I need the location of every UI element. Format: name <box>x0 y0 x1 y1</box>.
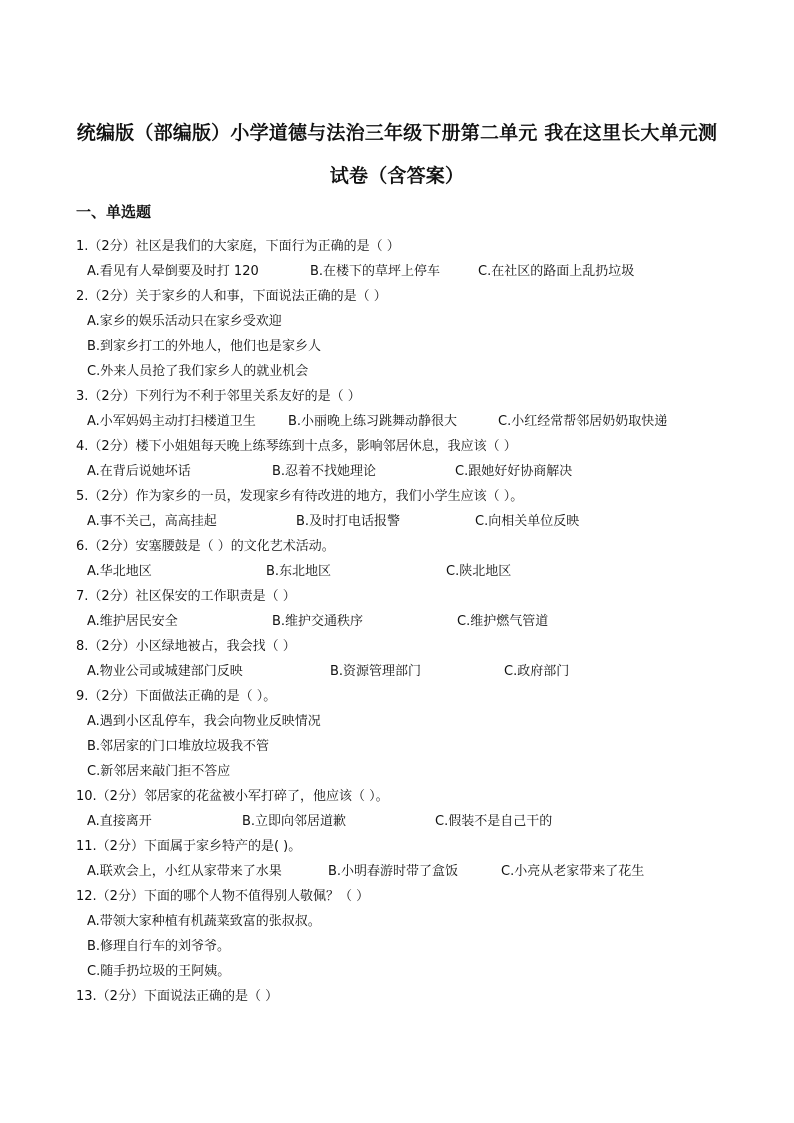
option-c: C.外来人员抢了我们家乡人的就业机会 <box>87 364 309 379</box>
option-b: B.在楼下的草坪上停车 <box>310 264 441 279</box>
option-a: A.家乡的娱乐活动只在家乡受欢迎 <box>87 314 282 329</box>
option-a: A.遇到小区乱停车，我会向物业反映情况 <box>87 714 321 729</box>
title-line-2: 试卷（含答案） <box>329 165 465 187</box>
question-stem: 13.（2分）下面说法正确的是（ ） <box>76 989 279 1004</box>
question-stem: 5.（2分）作为家乡的一员，发现家乡有待改进的地方，我们小学生应该（ ）。 <box>76 489 524 504</box>
option-b: B.立即向邻居道歉 <box>242 814 347 829</box>
option-b: B.东北地区 <box>266 564 332 579</box>
title-line-1: 统编版（部编版）小学道德与法治三年级下册第二单元 我在这里长大单元测 <box>76 122 718 144</box>
option-row <box>76 509 756 534</box>
question-stem: 3.（2分）下列行为不利于邻里关系友好的是（ ） <box>76 389 361 404</box>
option-a: A.联欢会上，小红从家带来了水果 <box>87 864 282 879</box>
option-c: C.假装不是自己干的 <box>435 814 553 829</box>
option-b: B.及时打电话报警 <box>296 514 401 529</box>
document-title <box>40 112 754 198</box>
question-stem: 2.（2分）关于家乡的人和事，下面说法正确的是（ ） <box>76 289 387 304</box>
option-c: C.在社区的路面上乱扔垃圾 <box>478 264 635 279</box>
option-b: B.小丽晚上练习跳舞动静很大 <box>288 414 458 429</box>
option-c: C.跟她好好协商解决 <box>455 464 573 479</box>
option-c: C.新邻居来敲门拒不答应 <box>87 764 231 779</box>
option-row <box>76 259 756 284</box>
option-c: C.陕北地区 <box>446 564 512 579</box>
question-stem: 6.（2分）安塞腰鼓是（ ）的文化艺术活动。 <box>76 539 335 554</box>
option-row <box>76 559 756 584</box>
option-row <box>76 809 756 834</box>
option-a: A.在背后说她坏话 <box>87 464 191 479</box>
question-stem: 11.（2分）下面属于家乡特产的是( )。 <box>76 839 302 854</box>
option-c: C.维护燃气管道 <box>457 614 549 629</box>
question-stem: 7.（2分）社区保安的工作职责是（ ） <box>76 589 296 604</box>
question-stem: 8.（2分）小区绿地被占，我会找（ ） <box>76 639 296 654</box>
option-row <box>76 459 756 484</box>
option-c: C.向相关单位反映 <box>475 514 580 529</box>
option-row <box>76 659 756 684</box>
option-a: A.维护居民安全 <box>87 614 178 629</box>
option-b: B.维护交通秩序 <box>272 614 364 629</box>
question-stem: 12.（2分）下面的哪个人物不值得别人敬佩？（ ） <box>76 889 370 904</box>
option-b: B.到家乡打工的外地人，他们也是家乡人 <box>87 339 322 354</box>
option-row <box>76 859 756 884</box>
option-b: B.资源管理部门 <box>330 664 422 679</box>
option-row <box>76 609 756 634</box>
option-c: C.小红经常帮邻居奶奶取快递 <box>498 414 668 429</box>
option-b: B.小明春游时带了盒饭 <box>328 864 459 879</box>
option-a: A.华北地区 <box>87 564 152 579</box>
question-stem: 9.（2分）下面做法正确的是（ ）。 <box>76 689 277 704</box>
option-a: A.小军妈妈主动打扫楼道卫生 <box>87 414 256 429</box>
section-heading: 一、单选题 <box>76 203 152 221</box>
option-a: A.带领大家种植有机蔬菜致富的张叔叔。 <box>87 914 321 929</box>
option-b: B.忍着不找她理论 <box>272 464 377 479</box>
question-list <box>76 234 756 1009</box>
option-c: C.随手扔垃圾的王阿姨。 <box>87 964 231 979</box>
option-a: A.直接离开 <box>87 814 152 829</box>
option-a: A.物业公司或城建部门反映 <box>87 664 243 679</box>
question-stem: 10.（2分）邻居家的花盆被小军打碎了，他应该（ ）。 <box>76 789 389 804</box>
question-stem: 1.（2分）社区是我们的大家庭，下面行为正确的是（ ） <box>76 239 400 254</box>
option-a: A.看见有人晕倒要及时打 120 <box>87 264 259 279</box>
option-b: B.修理自行车的刘爷爷。 <box>87 939 231 954</box>
option-c: C.小亮从老家带来了花生 <box>501 864 645 879</box>
question-stem: 4.（2分）楼下小姐姐每天晚上练琴练到十点多，影响邻居休息，我应该（ ） <box>76 439 517 454</box>
option-b: B.邻居家的门口堆放垃圾我不管 <box>87 739 270 754</box>
option-c: C.政府部门 <box>504 664 570 679</box>
option-row <box>76 409 756 434</box>
option-a: A.事不关己，高高挂起 <box>87 514 217 529</box>
